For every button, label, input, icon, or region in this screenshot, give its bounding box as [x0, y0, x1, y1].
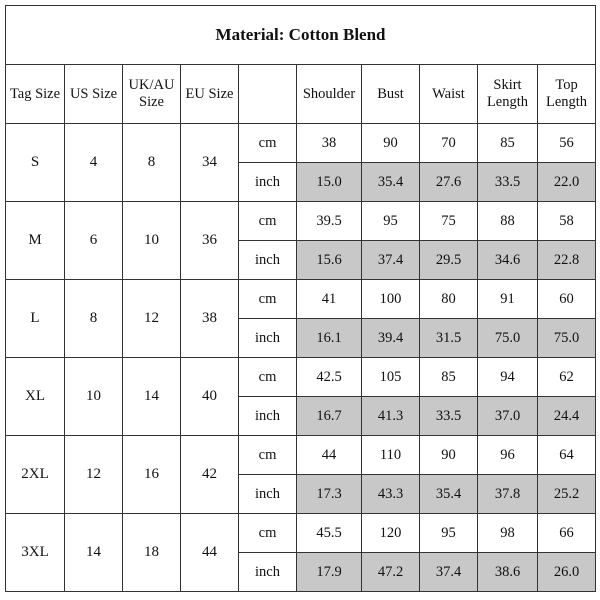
header-tag-size: Tag Size: [6, 65, 65, 124]
measure-inch-cell: 22.0: [538, 163, 596, 202]
measure-cm-cell: 41: [297, 280, 362, 319]
measure-inch-cell: 38.6: [478, 553, 538, 592]
measure-inch-cell: 39.4: [362, 319, 420, 358]
table-row: [6, 124, 596, 163]
measure-cm-cell: 66: [538, 514, 596, 553]
measure-cm-cell: 100: [362, 280, 420, 319]
size-table-body: [6, 124, 596, 592]
measure-inch-cell: 34.6: [478, 241, 538, 280]
measure-inch-cell: 25.2: [538, 475, 596, 514]
table-row: [6, 358, 596, 397]
measure-inch-cell: 17.9: [297, 553, 362, 592]
measure-cm-cell: 64: [538, 436, 596, 475]
unit-label-inch: inch: [239, 553, 297, 592]
tag-size-cell: XL: [6, 358, 65, 436]
measure-cm-cell: 80: [420, 280, 478, 319]
ukau-size-cell: 8: [123, 124, 181, 202]
measure-cm-cell: 62: [538, 358, 596, 397]
tag-size-cell: L: [6, 280, 65, 358]
measure-inch-cell: 75.0: [538, 319, 596, 358]
us-size-cell: 4: [65, 124, 123, 202]
ukau-size-cell: 18: [123, 514, 181, 592]
us-size-cell: 8: [65, 280, 123, 358]
measure-inch-cell: 33.5: [420, 397, 478, 436]
measure-inch-cell: 24.4: [538, 397, 596, 436]
us-size-cell: 10: [65, 358, 123, 436]
measure-inch-cell: 16.7: [297, 397, 362, 436]
us-size-cell: 14: [65, 514, 123, 592]
measure-cm-cell: 90: [362, 124, 420, 163]
measure-cm-cell: 38: [297, 124, 362, 163]
measure-inch-cell: 27.6: [420, 163, 478, 202]
eu-size-cell: 34: [181, 124, 239, 202]
measure-cm-cell: 60: [538, 280, 596, 319]
ukau-size-cell: 12: [123, 280, 181, 358]
header-bust: Bust: [362, 65, 420, 124]
measure-inch-cell: 15.0: [297, 163, 362, 202]
unit-label-cm: cm: [239, 358, 297, 397]
measure-inch-cell: 16.1: [297, 319, 362, 358]
measure-inch-cell: 31.5: [420, 319, 478, 358]
table-row: [6, 280, 596, 319]
measure-cm-cell: 56: [538, 124, 596, 163]
measure-inch-cell: 35.4: [420, 475, 478, 514]
header-us-size: US Size: [65, 65, 123, 124]
header-skirt-length: Skirt Length: [478, 65, 538, 124]
measure-cm-cell: 95: [420, 514, 478, 553]
measure-inch-cell: 43.3: [362, 475, 420, 514]
measure-cm-cell: 44: [297, 436, 362, 475]
measure-inch-cell: 33.5: [478, 163, 538, 202]
unit-label-inch: inch: [239, 319, 297, 358]
table-row: [6, 514, 596, 553]
measure-cm-cell: 95: [362, 202, 420, 241]
measure-inch-cell: 47.2: [362, 553, 420, 592]
eu-size-cell: 40: [181, 358, 239, 436]
measure-cm-cell: 110: [362, 436, 420, 475]
measure-cm-cell: 45.5: [297, 514, 362, 553]
measure-inch-cell: 37.4: [420, 553, 478, 592]
ukau-size-cell: 16: [123, 436, 181, 514]
measure-inch-cell: 22.8: [538, 241, 596, 280]
measure-inch-cell: 37.0: [478, 397, 538, 436]
us-size-cell: 12: [65, 436, 123, 514]
measure-cm-cell: 88: [478, 202, 538, 241]
measure-cm-cell: 94: [478, 358, 538, 397]
unit-label-inch: inch: [239, 475, 297, 514]
measure-inch-cell: 37.8: [478, 475, 538, 514]
measure-cm-cell: 91: [478, 280, 538, 319]
measure-cm-cell: 96: [478, 436, 538, 475]
measure-cm-cell: 75: [420, 202, 478, 241]
unit-label-cm: cm: [239, 124, 297, 163]
eu-size-cell: 44: [181, 514, 239, 592]
measure-inch-cell: 15.6: [297, 241, 362, 280]
measure-inch-cell: 35.4: [362, 163, 420, 202]
eu-size-cell: 38: [181, 280, 239, 358]
table-row: [6, 436, 596, 475]
eu-size-cell: 42: [181, 436, 239, 514]
ukau-size-cell: 14: [123, 358, 181, 436]
measure-cm-cell: 85: [420, 358, 478, 397]
measure-cm-cell: 58: [538, 202, 596, 241]
header-top-length: Top Length: [538, 65, 596, 124]
table-row: [6, 202, 596, 241]
eu-size-cell: 36: [181, 202, 239, 280]
header-shoulder: Shoulder: [297, 65, 362, 124]
unit-label-inch: inch: [239, 163, 297, 202]
measure-inch-cell: 29.5: [420, 241, 478, 280]
size-table: [5, 5, 596, 592]
ukau-size-cell: 10: [123, 202, 181, 280]
unit-label-inch: inch: [239, 241, 297, 280]
measure-cm-cell: 39.5: [297, 202, 362, 241]
us-size-cell: 6: [65, 202, 123, 280]
header-unit: [239, 65, 297, 124]
measure-cm-cell: 120: [362, 514, 420, 553]
header-waist: Waist: [420, 65, 478, 124]
measure-inch-cell: 37.4: [362, 241, 420, 280]
unit-label-cm: cm: [239, 202, 297, 241]
unit-label-inch: inch: [239, 397, 297, 436]
unit-label-cm: cm: [239, 436, 297, 475]
measure-inch-cell: 17.3: [297, 475, 362, 514]
tag-size-cell: M: [6, 202, 65, 280]
measure-inch-cell: 26.0: [538, 553, 596, 592]
header-ukau-size: UK/AU Size: [123, 65, 181, 124]
measure-cm-cell: 98: [478, 514, 538, 553]
header-eu-size: EU Size: [181, 65, 239, 124]
tag-size-cell: S: [6, 124, 65, 202]
measure-cm-cell: 105: [362, 358, 420, 397]
measure-cm-cell: 42.5: [297, 358, 362, 397]
table-title: Material: Cotton Blend: [6, 6, 596, 65]
unit-label-cm: cm: [239, 280, 297, 319]
measure-inch-cell: 41.3: [362, 397, 420, 436]
measure-cm-cell: 90: [420, 436, 478, 475]
measure-cm-cell: 70: [420, 124, 478, 163]
tag-size-cell: 3XL: [6, 514, 65, 592]
size-chart: [5, 5, 595, 597]
tag-size-cell: 2XL: [6, 436, 65, 514]
measure-cm-cell: 85: [478, 124, 538, 163]
measure-inch-cell: 75.0: [478, 319, 538, 358]
unit-label-cm: cm: [239, 514, 297, 553]
